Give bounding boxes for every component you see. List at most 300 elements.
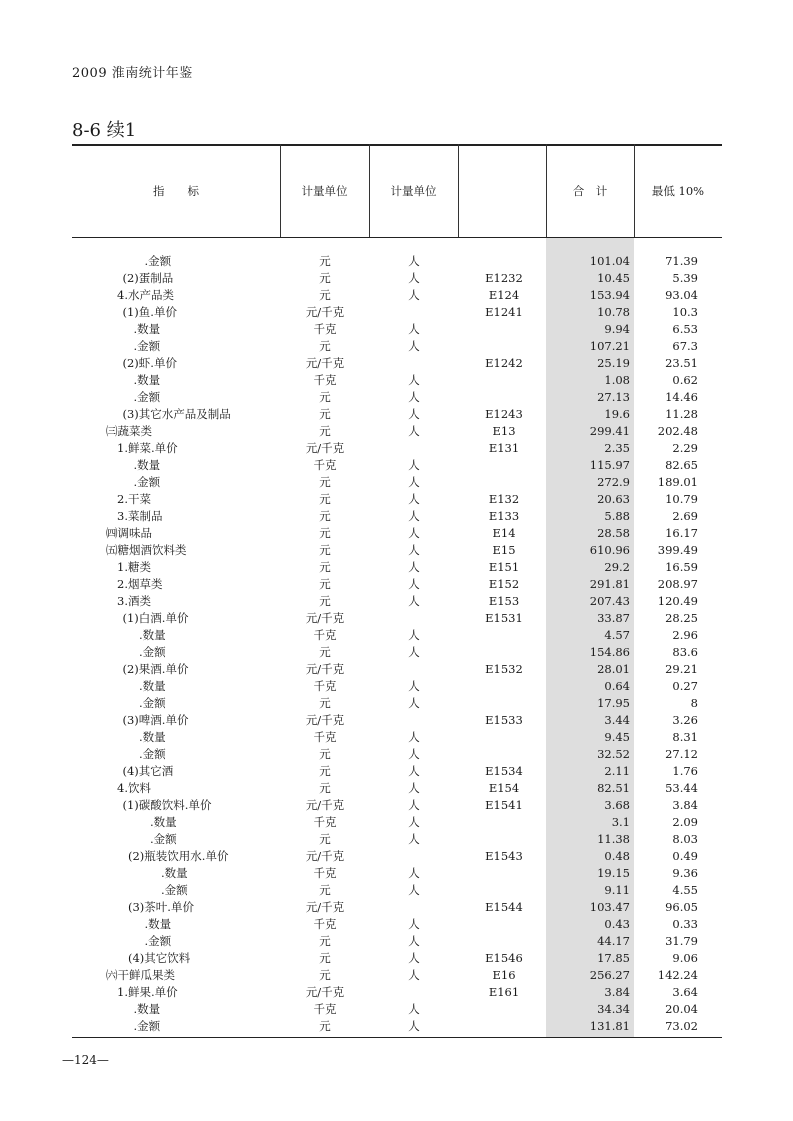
header-bottom-rule [72, 237, 722, 238]
item-cell: .数量 [133, 322, 161, 336]
unit1-cell: 元 [319, 645, 331, 659]
total-cell: 101.04 [589, 254, 630, 268]
unit1-cell: 千克 [313, 322, 337, 336]
unit1-cell: 元 [319, 577, 331, 591]
unit2-cell: 人 [408, 458, 420, 472]
lowest-cell: 3.26 [672, 713, 698, 727]
code-cell: E1242 [485, 356, 523, 370]
header-indicator: 指 标 [153, 183, 199, 198]
unit2-cell: 人 [408, 832, 420, 846]
unit1-cell: 元 [319, 288, 331, 302]
lowest-cell: 4.55 [672, 883, 698, 897]
item-cell: (4)其它饮料 [128, 951, 191, 965]
table-row [72, 559, 722, 576]
lowest-cell: 208.97 [657, 577, 698, 591]
table-row [72, 253, 722, 270]
unit1-cell: 元/千克 [305, 305, 345, 319]
lowest-cell: 71.39 [665, 254, 698, 268]
unit1-cell: 元 [319, 883, 331, 897]
unit2-cell: 人 [408, 730, 420, 744]
unit2-cell: 人 [408, 407, 420, 421]
item-cell: (4)其它酒 [122, 764, 174, 778]
table-row [72, 270, 722, 287]
unit2-cell: 人 [408, 917, 420, 931]
lowest-cell: 82.65 [665, 458, 698, 472]
lowest-cell: 0.49 [672, 849, 698, 863]
table-row [72, 627, 722, 644]
item-cell: .数量 [139, 730, 166, 744]
total-cell: 610.96 [589, 543, 630, 557]
item-cell: .金额 [139, 696, 166, 710]
lowest-cell: 53.44 [665, 781, 698, 795]
item-cell: (1)碳酸饮料.单价 [122, 798, 212, 812]
unit1-cell: 千克 [313, 679, 337, 693]
code-cell: E154 [488, 781, 520, 795]
lowest-cell: 6.53 [672, 322, 698, 336]
unit1-cell: 元 [319, 594, 331, 608]
lowest-cell: 0.27 [672, 679, 698, 693]
table-row [72, 678, 722, 695]
code-cell: E1531 [485, 611, 523, 625]
header-unit1: 计量单位 [301, 183, 348, 198]
table-row [72, 712, 722, 729]
unit1-cell: 元/千克 [305, 713, 345, 727]
item-cell: .金额 [161, 883, 188, 897]
table-row [72, 661, 722, 678]
item-cell: (2)果酒.单价 [122, 662, 189, 676]
total-cell: 103.47 [589, 900, 630, 914]
unit2-cell: 人 [408, 781, 420, 795]
total-cell: 9.45 [604, 730, 630, 744]
lowest-cell: 10.79 [665, 492, 698, 506]
unit2-cell: 人 [408, 798, 420, 812]
item-cell: .数量 [161, 866, 188, 880]
item-cell: 4.饮料 [117, 781, 151, 795]
unit2-cell: 人 [408, 492, 420, 506]
unit2-cell: 人 [408, 679, 420, 693]
header-total: 合 计 [572, 183, 608, 198]
table-row [72, 797, 722, 814]
table-row [72, 763, 722, 780]
lowest-cell: 120.49 [657, 594, 698, 608]
total-cell: 27.13 [597, 390, 630, 404]
table-row [72, 542, 722, 559]
item-cell: 3.菜制品 [117, 509, 163, 523]
item-cell: (3)茶叶.单价 [128, 900, 194, 914]
lowest-cell: 20.04 [665, 1002, 698, 1016]
lowest-cell: 67.3 [672, 339, 698, 353]
unit1-cell: 元 [319, 339, 331, 353]
lowest-cell: 2.29 [672, 441, 698, 455]
lowest-cell: 93.04 [665, 288, 698, 302]
item-cell: .金额 [133, 1019, 161, 1033]
header-unit2: 计量单位 [390, 183, 437, 198]
unit2-cell: 人 [408, 934, 420, 948]
item-cell: .金额 [144, 934, 172, 948]
code-cell: E1546 [485, 951, 523, 965]
lowest-cell: 14.46 [665, 390, 698, 404]
lowest-cell: 9.06 [672, 951, 698, 965]
item-cell: .金额 [144, 254, 172, 268]
total-cell: 33.87 [597, 611, 630, 625]
unit1-cell: 元/千克 [305, 985, 345, 999]
unit1-cell: 元 [319, 781, 331, 795]
lowest-cell: 399.49 [657, 543, 698, 557]
table-row [72, 440, 722, 457]
item-cell: .数量 [133, 1002, 161, 1016]
table-row [72, 321, 722, 338]
unit2-cell: 人 [408, 968, 420, 982]
table-row [72, 338, 722, 355]
total-cell: 0.48 [604, 849, 630, 863]
unit1-cell: 元 [319, 424, 331, 438]
table-row [72, 848, 722, 865]
code-cell: E153 [488, 594, 520, 608]
item-cell: 4.水产品类 [117, 288, 174, 302]
lowest-cell: 5.39 [672, 271, 698, 285]
unit1-cell: 元 [319, 271, 331, 285]
unit1-cell: 千克 [313, 917, 337, 931]
unit2-cell: 人 [408, 628, 420, 642]
table-title: 8-6 续1 [72, 120, 137, 141]
lowest-cell: 202.48 [657, 424, 698, 438]
table-row [72, 355, 722, 372]
unit2-cell: 人 [408, 594, 420, 608]
total-cell: 32.52 [597, 747, 630, 761]
item-cell: (3)啤酒.单价 [122, 713, 189, 727]
lowest-cell: 27.12 [665, 747, 698, 761]
unit1-cell: 元 [319, 764, 331, 778]
item-cell: .金额 [133, 390, 161, 404]
item-cell: ㈢蔬菜类 [106, 424, 152, 438]
total-cell: 3.68 [604, 798, 630, 812]
table-row [72, 916, 722, 933]
item-cell: 2.烟草类 [117, 577, 163, 591]
item-cell: .数量 [150, 815, 177, 829]
total-cell: 28.58 [597, 526, 630, 540]
code-cell: E1543 [485, 849, 523, 863]
code-cell: E1541 [485, 798, 523, 812]
item-cell: 3.酒类 [117, 594, 151, 608]
total-cell: 2.35 [604, 441, 630, 455]
lowest-cell: 31.79 [665, 934, 698, 948]
table-body [72, 253, 722, 1035]
unit2-cell: 人 [408, 339, 420, 353]
total-cell: 153.94 [589, 288, 630, 302]
lowest-cell: 189.01 [657, 475, 698, 489]
total-cell: 19.15 [597, 866, 630, 880]
unit2-cell: 人 [408, 645, 420, 659]
unit2-cell: 人 [408, 1002, 420, 1016]
lowest-cell: 2.96 [672, 628, 698, 642]
table-row [72, 746, 722, 763]
table-row [72, 984, 722, 1001]
lowest-cell: 3.84 [672, 798, 698, 812]
lowest-cell: 1.76 [672, 764, 698, 778]
total-cell: 25.19 [597, 356, 630, 370]
total-cell: 0.64 [604, 679, 630, 693]
code-cell: E152 [488, 577, 520, 591]
table-row [72, 814, 722, 831]
item-cell: (1)鱼.单价 [122, 305, 177, 319]
lowest-cell: 0.33 [672, 917, 698, 931]
item-cell: (1)白酒.单价 [122, 611, 189, 625]
table-row [72, 644, 722, 661]
unit1-cell: 元 [319, 509, 331, 523]
unit1-cell: 千克 [313, 628, 337, 642]
running-head: 2009 淮南统计年鉴 [72, 66, 193, 81]
total-cell: 5.88 [604, 509, 630, 523]
unit1-cell: 元 [319, 747, 331, 761]
item-cell: 1.糖类 [117, 560, 151, 574]
item-cell: .金额 [133, 475, 161, 489]
code-cell: E13 [492, 424, 516, 438]
table-row [72, 372, 722, 389]
total-cell: 28.01 [597, 662, 630, 676]
unit2-cell: 人 [408, 883, 420, 897]
unit2-cell: 人 [408, 764, 420, 778]
total-cell: 17.95 [597, 696, 630, 710]
total-cell: 115.97 [589, 458, 630, 472]
code-cell: E1544 [485, 900, 523, 914]
unit1-cell: 元 [319, 832, 331, 846]
unit1-cell: 千克 [313, 1002, 337, 1016]
code-cell: E1533 [485, 713, 523, 727]
total-cell: 44.17 [597, 934, 630, 948]
code-cell: E124 [488, 288, 520, 302]
table-row [72, 610, 722, 627]
unit2-cell: 人 [408, 747, 420, 761]
total-cell: 131.81 [589, 1019, 630, 1033]
total-cell: 272.9 [597, 475, 630, 489]
unit2-cell: 人 [408, 560, 420, 574]
unit1-cell: 元 [319, 526, 331, 540]
table-row [72, 576, 722, 593]
unit2-cell: 人 [408, 577, 420, 591]
table-row [72, 950, 722, 967]
total-cell: 107.21 [589, 339, 630, 353]
unit1-cell: 元 [319, 390, 331, 404]
total-cell: 291.81 [589, 577, 630, 591]
unit1-cell: 元 [319, 492, 331, 506]
code-cell: E131 [488, 441, 520, 455]
unit2-cell: 人 [408, 866, 420, 880]
unit2-cell: 人 [408, 543, 420, 557]
unit1-cell: 元 [319, 934, 331, 948]
unit1-cell: 千克 [313, 730, 337, 744]
table-row [72, 1001, 722, 1018]
header-code [458, 144, 546, 237]
unit2-cell: 人 [408, 951, 420, 965]
item-cell: .金额 [139, 747, 166, 761]
unit2-cell: 人 [408, 254, 420, 268]
lowest-cell: 11.28 [665, 407, 698, 421]
lowest-cell: 73.02 [665, 1019, 698, 1033]
total-cell: 11.38 [597, 832, 630, 846]
total-cell: 2.11 [604, 764, 630, 778]
lowest-cell: 29.21 [665, 662, 698, 676]
total-cell: 29.2 [604, 560, 630, 574]
code-cell: E132 [488, 492, 520, 506]
total-cell: 4.57 [604, 628, 630, 642]
table-row [72, 525, 722, 542]
code-cell: E14 [492, 526, 516, 540]
code-cell: E1241 [485, 305, 523, 319]
code-cell: E151 [488, 560, 520, 574]
code-cell: E161 [488, 985, 520, 999]
code-cell: E16 [492, 968, 516, 982]
total-cell: 3.84 [604, 985, 630, 999]
unit1-cell: 元 [319, 1019, 331, 1033]
total-cell: 256.27 [589, 968, 630, 982]
lowest-cell: 16.17 [665, 526, 698, 540]
total-cell: 154.86 [589, 645, 630, 659]
unit1-cell: 元/千克 [305, 662, 345, 676]
unit1-cell: 元/千克 [305, 900, 345, 914]
total-cell: 10.45 [597, 271, 630, 285]
lowest-cell: 23.51 [665, 356, 698, 370]
item-cell: (2)虾.单价 [122, 356, 177, 370]
table-row [72, 389, 722, 406]
lowest-cell: 3.64 [672, 985, 698, 999]
unit1-cell: 千克 [313, 866, 337, 880]
item-cell: .金额 [139, 645, 166, 659]
lowest-cell: 2.09 [672, 815, 698, 829]
table-row [72, 695, 722, 712]
table-row [72, 474, 722, 491]
total-cell: 207.43 [589, 594, 630, 608]
unit2-cell: 人 [408, 424, 420, 438]
unit1-cell: 元 [319, 951, 331, 965]
total-cell: 0.43 [604, 917, 630, 931]
lowest-cell: 8.03 [672, 832, 698, 846]
item-cell: 1.鲜果.单价 [117, 985, 178, 999]
unit1-cell: 千克 [313, 458, 337, 472]
lowest-cell: 0.62 [672, 373, 698, 387]
unit2-cell: 人 [408, 322, 420, 336]
table-row [72, 1018, 722, 1035]
total-cell: 19.6 [604, 407, 630, 421]
total-cell: 1.08 [604, 373, 630, 387]
table-row [72, 967, 722, 984]
unit1-cell: 元 [319, 560, 331, 574]
item-cell: 2.干菜 [117, 492, 151, 506]
unit2-cell: 人 [408, 1019, 420, 1033]
unit1-cell: 千克 [313, 815, 337, 829]
total-cell: 34.34 [597, 1002, 630, 1016]
unit1-cell: 千克 [313, 373, 337, 387]
lowest-cell: 28.25 [665, 611, 698, 625]
unit2-cell: 人 [408, 390, 420, 404]
unit1-cell: 元/千克 [305, 849, 345, 863]
unit1-cell: 元/千克 [305, 356, 345, 370]
table-bottom-rule [72, 1037, 722, 1038]
table-row [72, 831, 722, 848]
unit2-cell: 人 [408, 288, 420, 302]
unit1-cell: 元 [319, 543, 331, 557]
item-cell: 1.鲜菜.单价 [117, 441, 178, 455]
item-cell: .数量 [144, 917, 172, 931]
item-cell: .数量 [139, 628, 166, 642]
table-row [72, 304, 722, 321]
unit1-cell: 元/千克 [305, 611, 345, 625]
total-cell: 3.1 [611, 815, 630, 829]
unit2-cell: 人 [408, 696, 420, 710]
table-row [72, 287, 722, 304]
item-cell: (2)蛋制品 [122, 271, 174, 285]
lowest-cell: 10.3 [672, 305, 698, 319]
table-row [72, 933, 722, 950]
lowest-cell: 9.36 [672, 866, 698, 880]
code-cell: E1532 [485, 662, 523, 676]
lowest-cell: 16.59 [665, 560, 698, 574]
table-row [72, 729, 722, 746]
lowest-cell: 8 [690, 696, 698, 710]
table-row [72, 457, 722, 474]
total-cell: 82.51 [597, 781, 630, 795]
unit2-cell: 人 [408, 475, 420, 489]
unit1-cell: 元 [319, 254, 331, 268]
unit2-cell: 人 [408, 271, 420, 285]
lowest-cell: 96.05 [665, 900, 698, 914]
lowest-cell: 83.6 [672, 645, 698, 659]
unit1-cell: 元/千克 [305, 798, 345, 812]
total-cell: 299.41 [589, 424, 630, 438]
item-cell: .数量 [133, 373, 161, 387]
total-cell: 9.94 [604, 322, 630, 336]
table-row [72, 508, 722, 525]
total-cell: 20.63 [597, 492, 630, 506]
table-row [72, 899, 722, 916]
total-cell: 9.11 [604, 883, 630, 897]
unit1-cell: 元 [319, 968, 331, 982]
table-row [72, 865, 722, 882]
unit1-cell: 元 [319, 696, 331, 710]
code-cell: E133 [488, 509, 520, 523]
table-row [72, 780, 722, 797]
code-cell: E1534 [485, 764, 523, 778]
lowest-cell: 8.31 [672, 730, 698, 744]
item-cell: ㈥干鲜瓜果类 [106, 968, 175, 982]
total-cell: 17.85 [597, 951, 630, 965]
header-lowest-10pct: 最低 10% [651, 183, 705, 198]
table-row [72, 593, 722, 610]
item-cell: .金额 [133, 339, 161, 353]
total-cell: 3.44 [604, 713, 630, 727]
lowest-cell: 142.24 [657, 968, 698, 982]
code-cell: E15 [492, 543, 516, 557]
item-cell: .数量 [133, 458, 161, 472]
item-cell: ㈤糖烟酒饮料类 [106, 543, 187, 557]
table-row [72, 406, 722, 423]
item-cell: (2)瓶装饮用水.单价 [128, 849, 229, 863]
item-cell: ㈣调味品 [106, 526, 152, 540]
unit2-cell: 人 [408, 509, 420, 523]
table-row [72, 491, 722, 508]
code-cell: E1243 [485, 407, 523, 421]
table-row [72, 882, 722, 899]
unit2-cell: 人 [408, 526, 420, 540]
page-number: —124— [62, 1053, 109, 1067]
table-row [72, 423, 722, 440]
item-cell: .数量 [139, 679, 166, 693]
item-cell: (3)其它水产品及制品 [122, 407, 231, 421]
unit1-cell: 元 [319, 475, 331, 489]
unit2-cell: 人 [408, 815, 420, 829]
lowest-cell: 2.69 [672, 509, 698, 523]
item-cell: .金额 [150, 832, 177, 846]
unit1-cell: 元 [319, 407, 331, 421]
